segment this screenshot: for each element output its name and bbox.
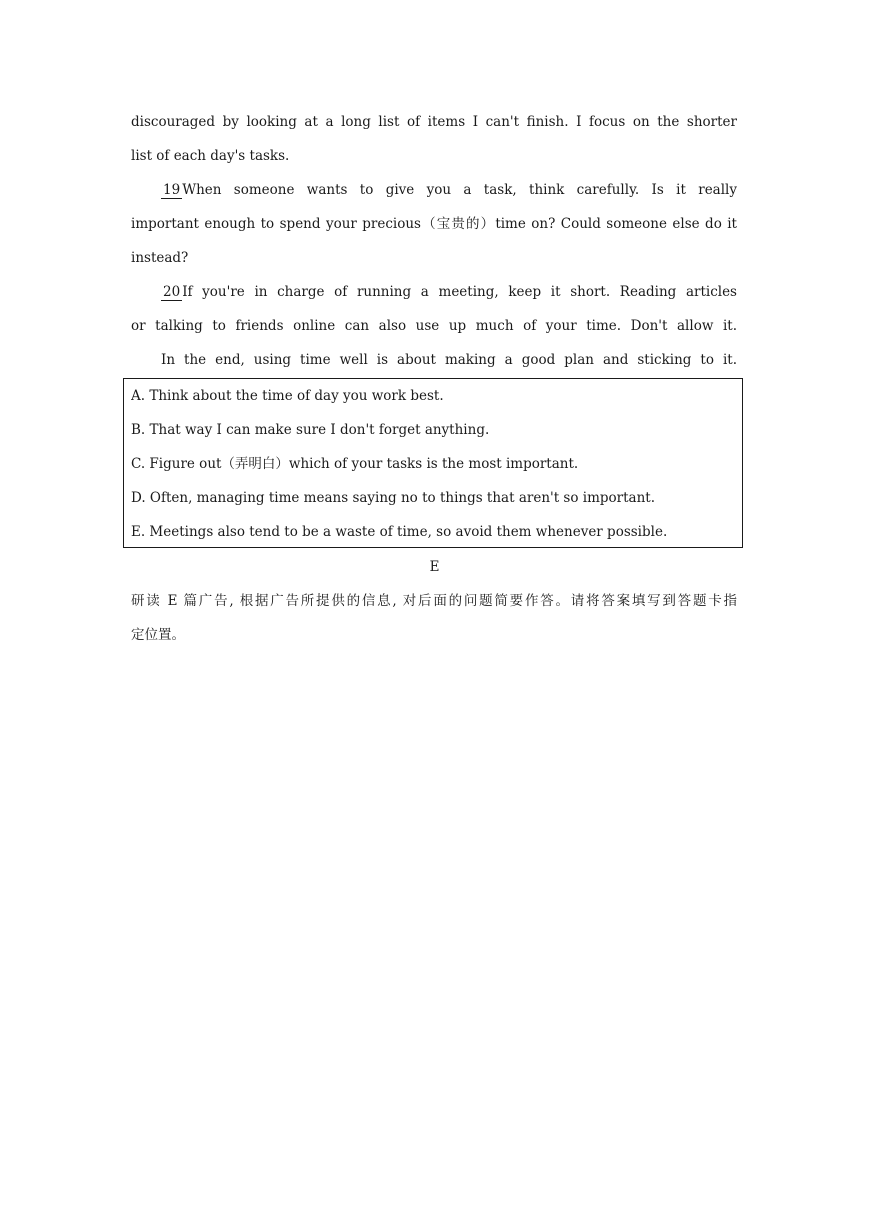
question-19-line-2: important enough to spend your precious（宝贵的）time on? Could someone else do it: [131, 216, 737, 232]
passage-body: [131, 105, 737, 377]
question-19-line-3: instead?: [131, 250, 189, 266]
closing-line: In the end, using time well is about making a good plan and sticking to it.: [161, 352, 737, 368]
option-c: C. Figure out（弄明白）which of your tasks is the most important.: [131, 456, 579, 472]
section-letter: E: [429, 559, 440, 575]
question-20-line-2: or talking to friends online can also use up much of your time. Don't allow it.: [131, 318, 737, 334]
instruction-line-2: 定位置。: [131, 627, 185, 643]
option-b: B. That way I can make sure I don't forget anything.: [131, 422, 490, 438]
instruction-block: [131, 584, 737, 652]
question-19-text: When someone wants to give you a task, think carefully. Is it really: [182, 182, 737, 198]
question-20-blank: 20: [163, 284, 181, 300]
options-box: [123, 378, 743, 548]
passage-line-2: list of each day's tasks.: [131, 148, 290, 164]
instruction-line-1: 研读 E 篇广告, 根据广告所提供的信息, 对后面的问题简要作答。请将答案填写到答题卡指: [131, 593, 737, 609]
question-20-text: If you're in charge of running a meeting, keep it short. Reading articles: [182, 284, 737, 300]
question-19-blank: 19: [163, 182, 181, 198]
option-e: E. Meetings also tend to be a waste of time, so avoid them whenever possible.: [131, 524, 668, 540]
passage-line-1: discouraged by looking at a long list of items I can't finish. I focus on the shorter: [131, 114, 737, 130]
option-d: D. Often, managing time means saying no to things that aren't so important.: [131, 490, 656, 506]
question-19-line-1: [131, 173, 737, 207]
question-20-line-1: [131, 275, 737, 309]
option-a: A. Think about the time of day you work best.: [131, 388, 444, 404]
